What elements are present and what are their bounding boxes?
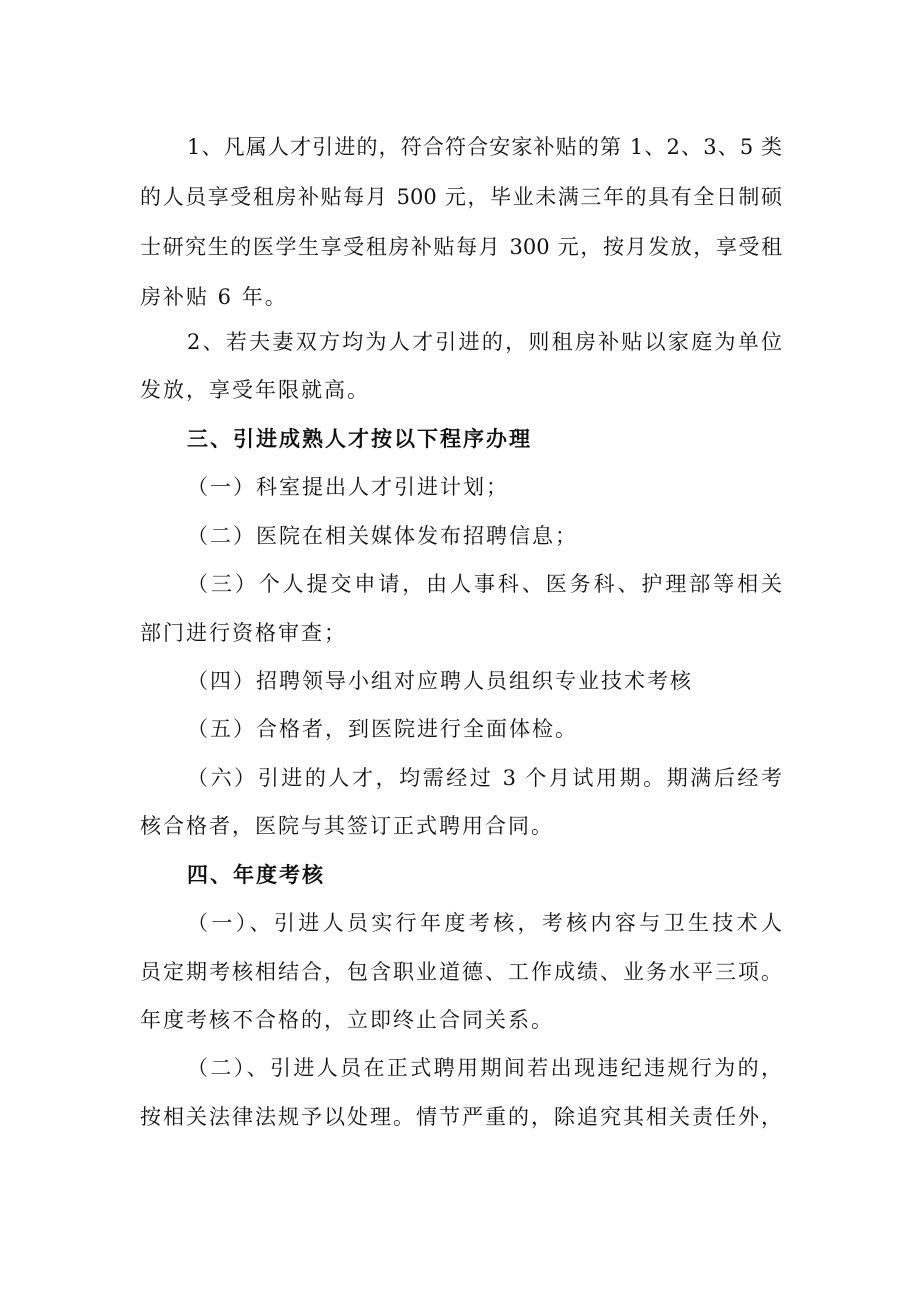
list-item-continuation: 员定期考核相结合，包含职业道德、工作成绩、业务水平三项。 [140, 960, 782, 984]
list-item: （一）科室提出人才引进计划； [187, 475, 509, 499]
list-item: （三）个人提交申请，由人事科、医务科、护理部等相关 [187, 572, 782, 596]
list-item: （二）医院在相关媒体发布招聘信息； [187, 524, 578, 548]
text-line: 发放，享受年限就高。 [140, 378, 370, 402]
text-line: 1、凡属人才引进的，符合符合安家补贴的第 1、2、3、5 类 [187, 135, 782, 159]
list-item: （四）招聘领导小组对应聘人员组织专业技术考核 [187, 669, 693, 693]
text-line: 房补贴 6 年。 [140, 285, 288, 309]
text-line: 士研究生的医学生享受租房补贴每月 300 元，按月发放，享受租 [140, 235, 782, 259]
list-item-continuation: 核合格者，医院与其签订正式聘用合同。 [140, 814, 554, 838]
list-item-continuation: 按相关法律法规予以处理。情节严重的，除追究其相关责任外， [140, 1105, 782, 1129]
list-item-continuation: 年度考核不合格的，立即终止合同关系。 [140, 1008, 554, 1032]
list-item: （二）、引进人员在正式聘用期间若出现违纪违规行为的， [187, 1056, 782, 1080]
list-item: （五）合格者，到医院进行全面体检。 [187, 717, 578, 741]
list-item-continuation: 部门进行资格审查； [140, 621, 347, 645]
list-item: （六）引进的人才，均需经过 3 个月试用期。期满后经考 [187, 766, 782, 790]
section-heading: 四、年度考核 [187, 863, 325, 887]
text-line: 2、若夫妻双方均为人才引进的，则租房补贴以家庭为单位 [187, 330, 782, 354]
text-line: 的人员享受租房补贴每月 500 元，毕业未满三年的具有全日制硕 [140, 185, 782, 209]
list-item: （一）、引进人员实行年度考核，考核内容与卫生技术人 [187, 911, 782, 935]
section-heading: 三、引进成熟人才按以下程序办理 [187, 427, 532, 451]
